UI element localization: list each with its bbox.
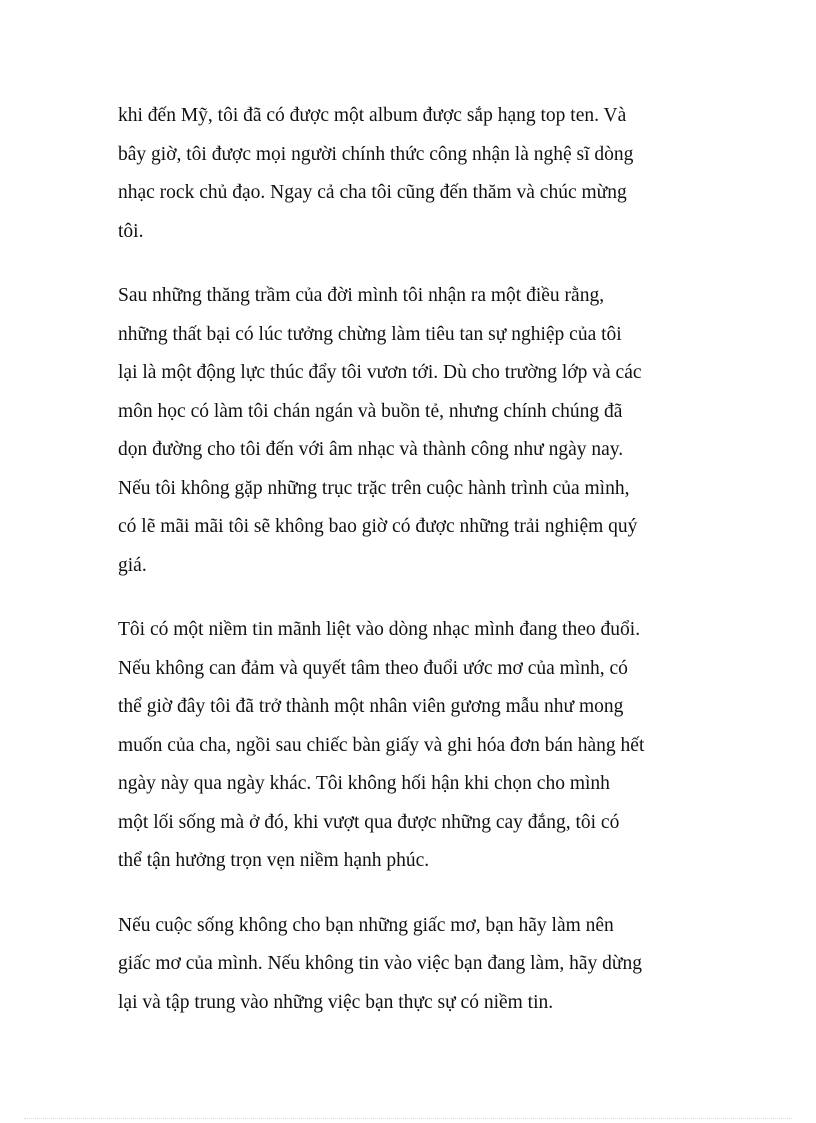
paragraph-4 [118, 907, 708, 1023]
text-line: một lối sống mà ở đó, khi vượt qua được những cay đắng, tôi có [118, 811, 620, 833]
text-line: giấc mơ của mình. Nếu không tin vào việc bạn đang làm, hãy dừng [118, 953, 642, 974]
text-line: tôi. [118, 220, 144, 242]
text-line: giá. [118, 554, 147, 576]
text-line: muốn của cha, ngồi sau chiếc bàn giấy và ghi hóa đơn bán hàng hết [118, 734, 645, 756]
text-line: bây giờ, tôi được mọi người chính thức công nhận là nghệ sĩ dòng [118, 143, 634, 165]
document-body [118, 97, 708, 1048]
text-line: nhạc rock chủ đạo. Ngay cả cha tôi cũng đến thăm và chúc mừng [118, 182, 627, 203]
text-line: Nếu tôi không gặp những trục trặc trên cuộc hành trình của mình, [118, 477, 630, 499]
text-line: Nếu không can đảm và quyết tâm theo đuổi ước mơ của mình, có [118, 657, 628, 679]
text-line: lại là một động lực thúc đẩy tôi vươn tới. Dù cho trường lớp và các [118, 362, 642, 383]
text-line: ngày này qua ngày khác. Tôi không hối hận khi chọn cho mình [118, 773, 610, 794]
text-line: thể giờ đây tôi đã trở thành một nhân viên gương mẫu như mong [118, 696, 624, 717]
text-line: Nếu cuộc sống không cho bạn những giấc mơ, bạn hãy làm nên [118, 914, 614, 936]
text-line: Tôi có một niềm tin mãnh liệt vào dòng nhạc mình đang theo đuổi. [118, 619, 641, 640]
text-line: khi đến Mỹ, tôi đã có được một album được sắp hạng top ten. Và [118, 105, 627, 126]
text-line: Sau những thăng trầm của đời mình tôi nhận ra một điều rằng, [118, 285, 605, 306]
paragraph-2 [118, 277, 708, 585]
page-bottom-divider [24, 1118, 792, 1119]
text-line: lại và tập trung vào những việc bạn thực sự có niềm tin. [118, 991, 554, 1013]
paragraph-3 [118, 611, 708, 881]
text-line: dọn đường cho tôi đến với âm nhạc và thành công như ngày nay. [118, 439, 624, 460]
text-line: môn học có làm tôi chán ngán và buồn tẻ, nhưng chính chúng đã [118, 400, 623, 422]
text-line: những thất bại có lúc tưởng chừng làm tiêu tan sự nghiệp của tôi [118, 323, 622, 345]
text-line: thể tận hưởng trọn vẹn niềm hạnh phúc. [118, 850, 430, 871]
paragraph-1 [118, 97, 708, 251]
text-line: có lẽ mãi mãi tôi sẽ không bao giờ có được những trải nghiệm quý [118, 516, 638, 537]
